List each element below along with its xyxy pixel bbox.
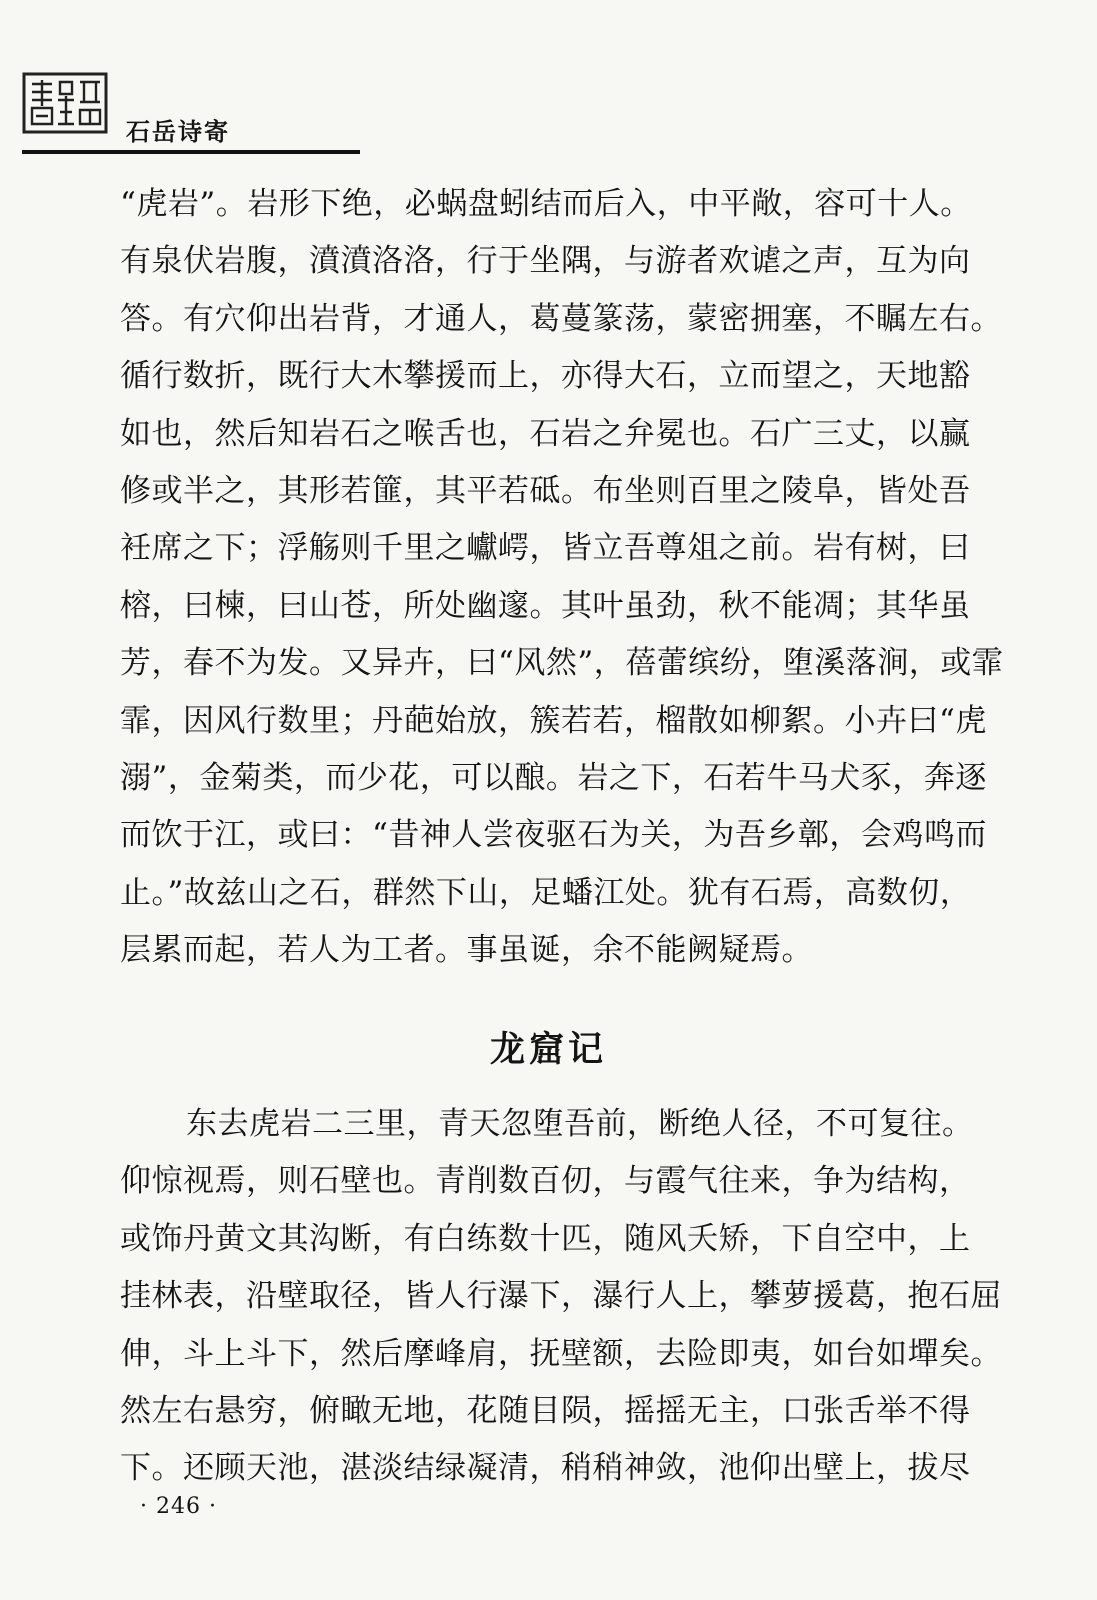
text-line: “虎岩”。岩形下绝，必蜗盘蚓结而后入，中平敞，容可十人。 xyxy=(120,186,972,222)
running-head-title: 石岳诗寄 xyxy=(126,118,230,146)
text-line: 然左右悬穷，俯瞰无地，花随目陨，摇摇无主，口张舌举不得 xyxy=(120,1392,971,1429)
text-line: 修或半之，其形若篚，其平若砥。布坐则百里之陵阜，皆处吾 xyxy=(120,472,971,509)
text-line: 榕，曰楝，曰山苍，所处幽邃。其叶虽劲，秋不能凋；其华虽 xyxy=(120,587,971,624)
text-line: 衽席之下；浮觞则千里之巘崿，皆立吾尊俎之前。岩有树，曰 xyxy=(120,530,971,567)
paragraph-new-section xyxy=(120,1096,1002,1498)
text-line: 溺”，金菊类，而少花，可以酿。岩之下，石若牛马犬豕，奔逐 xyxy=(120,759,987,796)
text-line: 循行数折，既行大木攀援而上，亦得大石，立而望之，天地豁 xyxy=(120,358,971,395)
text-line: 止。”故兹山之石，群然下山，足蟠江处。犹有石焉，高数仞， xyxy=(120,874,972,911)
text-line: 层累而起，若人为工者。事虽诞，余不能阙疑焉。 xyxy=(120,932,813,969)
text-line: 东去虎岩二三里，青天忽堕吾前，断绝人径，不可复往。 xyxy=(186,1106,974,1142)
text-line: 芳，春不为发。又异卉，曰“风然”，蓓蕾缤纷，堕溪落涧，或霏 xyxy=(120,645,1004,682)
text-line: 伸，斗上斗下，然后摩峰肩，抚壁额，去险即夷，如台如墠矣。 xyxy=(120,1335,1002,1372)
section-title: 龙窟记 xyxy=(489,1030,607,1070)
text-line: 挂林表，沿壁取径，皆人行瀑下，瀑行人上，攀萝援葛，抱石屈 xyxy=(120,1278,1002,1315)
text-line: 霏，因风行数里；丹葩始放，簇若若，榴散如柳絮。小卉曰“虎 xyxy=(120,702,987,739)
text-line: 下。还顾天池，湛淡结绿凝清，稍稍神敛，池仰出壁上，拔尽 xyxy=(120,1450,971,1487)
paragraph-continued xyxy=(120,176,1004,979)
text-line: 而饮于江，或曰：“昔神人尝夜驱石为关，为吾乡鄣，会鸡鸣而 xyxy=(120,817,987,854)
text-line: 或饰丹黄文其沟断，有白练数十匹，随风夭矫，下自空中，上 xyxy=(120,1220,971,1257)
text-line: 有泉伏岩腹，濆濆洛洛，行于坐隅，与游者欢谑之声，互为向 xyxy=(120,243,971,280)
text-line: 如也，然后知岩石之喉舌也，石岩之弁冕也。石广三丈，以赢 xyxy=(120,415,971,452)
seal-stamp-icon xyxy=(22,72,108,134)
text-line: 仰惊视焉，则石壁也。青削数百仞，与霞气往来，争为结构， xyxy=(120,1163,971,1200)
text-line: 答。有穴仰出岩背，才通人，葛蔓篆荡，蒙密拥塞，不瞩左右。 xyxy=(120,300,1002,337)
header-rule xyxy=(22,150,360,154)
page-number: · 246 · xyxy=(140,1494,217,1519)
